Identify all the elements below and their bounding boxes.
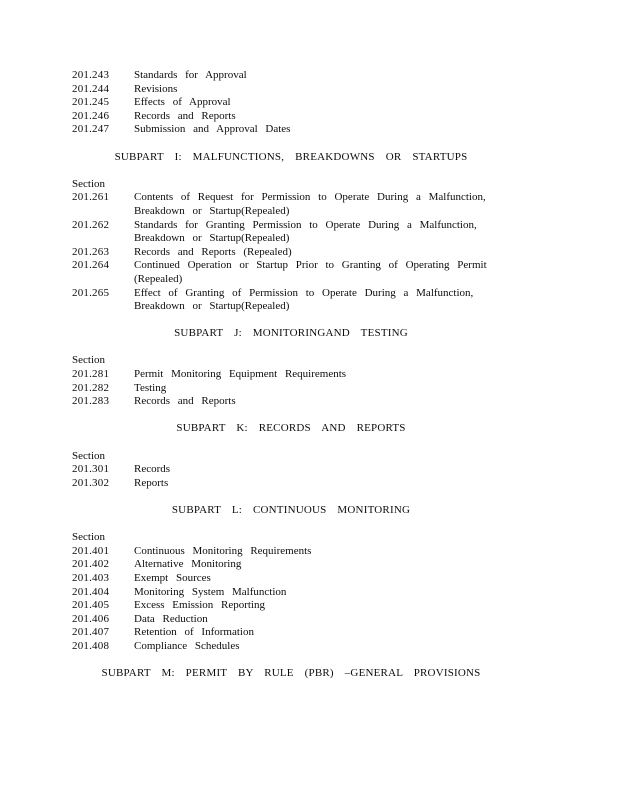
toc-entry (72, 287, 510, 314)
entry-line: Breakdown or Startup(Repealed) (134, 300, 290, 313)
toc-entry (72, 83, 510, 97)
entry-line: Standards for Granting Permission to Operate During a Malfunction, (134, 218, 477, 231)
section-number: 201.401 (72, 544, 110, 557)
entry-line: Records (134, 463, 171, 476)
section-number: 201.404 (72, 585, 110, 598)
toc-entry (72, 96, 510, 110)
toc-entry (72, 110, 510, 124)
section-number: 201.407 (72, 626, 110, 639)
entry-lines (134, 287, 510, 314)
subpart-heading: SUBPART L: CONTINUOUS MONITORING (171, 504, 411, 516)
section-number: 201.247 (72, 123, 110, 136)
entry-lines (134, 395, 510, 409)
toc-entry (72, 545, 510, 559)
section-number: 201.302 (72, 476, 110, 489)
subpart-heading: SUBPART K: RECORDS AND REPORTS (176, 422, 406, 435)
section-number: 201.281 (72, 368, 110, 381)
section-number: 201.265 (72, 286, 110, 299)
entry-lines (134, 382, 510, 396)
entry-line: Breakdown or Startup(Repealed) (134, 232, 290, 245)
subpart-heading: SUBPART J: MONITORINGAND TESTING (174, 327, 408, 340)
entry-lines (134, 96, 510, 110)
entry-lines (134, 110, 510, 124)
entry-lines (134, 558, 510, 572)
entry-line: Data Reduction (134, 612, 208, 625)
section-number: 201.408 (72, 639, 110, 652)
section-number: 201.301 (72, 463, 110, 476)
entry-line: Records and Reports (134, 109, 236, 122)
section-number: 201.264 (72, 259, 110, 272)
section-number: 201.246 (72, 109, 110, 122)
entry-line: Effect of Granting of Permission to Operate During a Malfunction, (134, 286, 474, 299)
entry-lines (134, 463, 510, 477)
section-number: 201.405 (72, 599, 110, 612)
section-number: 201.261 (72, 191, 110, 204)
section-number: 201.263 (72, 245, 110, 258)
entry-lines (134, 477, 510, 491)
toc-entry (72, 463, 510, 477)
section-number: 201.283 (72, 395, 110, 408)
entry-line: Compliance Schedules (134, 639, 240, 652)
toc-entry (72, 558, 510, 572)
section-number: 201.245 (72, 96, 110, 109)
entry-line: Excess Emission Reporting (134, 599, 265, 612)
entry-line: Alternative Monitoring (134, 558, 242, 571)
entry-lines (134, 246, 510, 260)
section-label: Section (72, 354, 105, 367)
toc-entry (72, 395, 510, 409)
toc-entry (72, 640, 510, 654)
subpart-heading: SUBPART M: PERMIT BY RULE (PBR) –GENERAL PROVISIONS (101, 667, 481, 680)
entry-lines (134, 613, 510, 627)
entry-line: Revisions (134, 82, 178, 95)
toc-entry (72, 626, 510, 640)
toc-entry (72, 382, 510, 396)
toc-entry (72, 599, 510, 613)
entry-lines (134, 368, 510, 382)
entry-line: Reports (134, 476, 169, 489)
entry-line: Contents of Request for Permission to Operate During a Malfunction, (134, 191, 486, 204)
section-number: 201.244 (72, 82, 110, 95)
section-number: 201.403 (72, 571, 110, 584)
entry-lines (134, 599, 510, 613)
entry-lines (134, 545, 510, 559)
section-number: 201.282 (72, 381, 110, 394)
toc-entry (72, 477, 510, 491)
toc-entry (72, 123, 510, 137)
toc-entry (72, 259, 510, 286)
toc-entry (72, 69, 510, 83)
section-number: 201.402 (72, 558, 110, 571)
toc-entry (72, 586, 510, 600)
entry-lines (134, 572, 510, 586)
entry-line: Records and Reports (Repealed) (134, 245, 292, 258)
entry-line: Submission and Approval Dates (134, 123, 291, 136)
entry-line: Permit Monitoring Equipment Requirements (134, 368, 347, 381)
toc-entry (72, 191, 510, 218)
section-label: Section (72, 531, 105, 544)
entry-lines (134, 83, 510, 97)
entry-line: Breakdown or Startup(Repealed) (134, 204, 290, 217)
entry-lines (134, 191, 510, 218)
entry-lines (134, 123, 510, 137)
entry-lines (134, 69, 510, 83)
entry-line: Testing (134, 381, 167, 394)
section-label: Section (72, 449, 105, 462)
entry-line: Records and Reports (134, 395, 236, 408)
section-number: 201.262 (72, 218, 110, 231)
entry-lines (134, 259, 510, 286)
entry-line: Effects of Approval (134, 96, 231, 109)
entry-line: Standards for Approval (134, 69, 247, 81)
toc-entry (72, 368, 510, 382)
toc-entry (72, 572, 510, 586)
entry-line: Monitoring System Malfunction (134, 585, 287, 598)
entry-line: Retention of Information (134, 626, 254, 639)
section-number: 201.406 (72, 612, 110, 625)
toc-content (72, 69, 510, 694)
entry-line: Exempt Sources (134, 571, 211, 584)
toc-entry (72, 246, 510, 260)
entry-lines (134, 219, 510, 246)
section-number: 201.243 (72, 69, 110, 81)
section-label: Section (72, 177, 105, 190)
entry-lines (134, 640, 510, 654)
toc-entry (72, 613, 510, 627)
entry-line: (Repealed) (134, 272, 183, 285)
entry-lines (134, 586, 510, 600)
entry-line: Continuous Monitoring Requirements (134, 544, 312, 557)
subpart-heading: SUBPART I: MALFUNCTIONS, BREAKDOWNS OR STARTUPS (114, 150, 468, 163)
toc-entry (72, 219, 510, 246)
entry-lines (134, 626, 510, 640)
entry-line: Continued Operation or Startup Prior to Granting of Operating Permit (134, 259, 487, 272)
